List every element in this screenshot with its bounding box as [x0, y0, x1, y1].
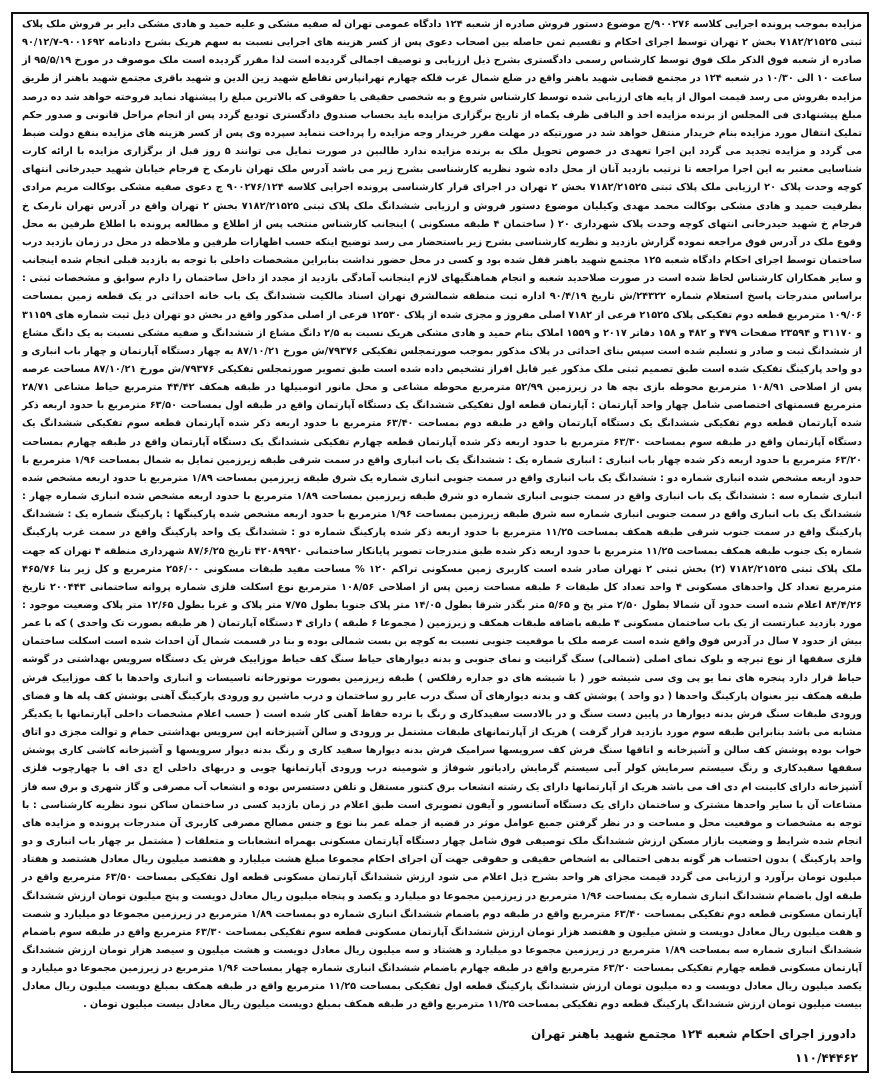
legal-notice-body: مزایده بموجب پرونده اجرایی کلاسه ۹۰۰۲۷۶/ج موضوع دستور فروش صادره از شعبه ۱۲۴ دادگاه عمومی تهران له صفیه مشکی و علیه حمید و هادی مشکی دایر بر فروش ملک پلاک ثبتی ۷۱۸۲/۲۱۵۲۵ بخش ۲ تهران توسط اجرای احکام و تقسیم ثمن حاصله بین اصحاب دعوی پس از کسر هزینه های اجرایی نسبت به سهم هریک بشرح دادنامه ۹۰۰۱۶۹۲-۹۰/۱۲/۷ صادره از شعبه فوق الذکر ملک فوق توسط کارشناس رسمی دادگستری بشرح ذیل ارزیابی و توصیف اجمالی گردیده است لذا مقرر گردیده است ملک موصوف در مورخ ۹۵/۵/۱۹ از ساعت ۱۰ الی ۱۰/۳۰ در شعبه ۱۲۴ در مجتمع قضایی شهید باهنر واقع در ضلع شمال غرب فلکه چهارم تهرانپارس تقاطع شهید زین الدین و شهید باقری مجتمع شهید باهنر از طریق مزایده بفروش می رسد قیمت اموال از پایه های ارزیابی شده توسط کارشناس شروع و به شخصی حقیقی یا حقوقی که بالاترین مبلغ را پیشنهاد نماید فروخته خواهد شد ده درصد مبلغ پیشنهادی فی المجلس از برنده مزایده اخذ و الباقی ظرف یکماه از تاریخ برگزاری مزایده باید بحساب صندوق دادگستری تودیع گردد پس از انجام مراحل قانونی و صدور حکم تملیک انتقال مورد مزایده بنام خریدار منتقل خواهد شد در صورتیکه در مهلت مقرر خریدار وجه مزایده را پرداخت ننماید سپرده وی پس از کسر هزینه های مزایده بنفع دولت ضبط می گردد و مزایده تجدید می گردد این اجرا تعهدی در خصوص تحویل ملک به برنده مزایده ندارد طالبین در صورت تمایل می توانند ۵ روز قبل از برگزاری مزایده با ارائه کارت شناسایی معتبر به این اجرا مراجعه تا ترتیب بازدید آنان از محل داده شود نظریه کارشناسی بشرح زیر می باشد آدرس ملک تهران نارمک خ فرجام خیابان شهید حیدرخانی انتهای کوچه وحدت پلاک ۲۰ ارزیابی ملک پلاک ثبتی ۷۱۸۲/۲۱۵۲۵ بخش ۲ تهران در اجرای قرار کارشناسی پرونده اجرایی کلاسه ۹۰۰۲۷۶/۱۲۴ ج دعوی صفیه مشکی بوکالت مریم مرادی بطرفیت حمید و هادی مشکی بوکالت محمد مهدی وکیلیان موضوع دستور فروش و ارزیابی ششدانگ ملک پلاک ثبتی ۷۱۸۲/۲۱۵۲۵ بخش ۲ تهران واقع در آدرس تهران نارمک خ فرجام خ شهید حیدرخانی انتهای کوچه وحدت پلاک شهرداری ۲۰ ( ساختمان ۴ طبقه مسکونی ) اینجانب کارشناس منتخب پس از اطلاع و مطالعه پرونده با اطلاع طرفین به محل وقوع ملک در آدرس فوق مراجعه نموده گزارش بازدید و نظریه کارشناسی بشرح زیر باستحضار می رسد توضیح اینکه حسب اظهارات طرفین و ملاحظه در محل در زمان بازدید درب ساختمان توسط اجرای احکام دادگاه شعبه ۱۲۵ مجتمع شهید باهنر قفل شده بود و کسی در محل حضور نداشت بنابراین مشخصات داخلی با توجه به بازدید قبلی انجام شده اینجانب و سایر همکاران کارشناس لحاظ شده است در صورت صلاحدید شعبه و انجام هماهنگیهای لازم اینجانب آمادگی بازدید از مجدد از داخل ساختمان را دارم سوابق و مشخصات ثبتی : براساس مندرجات پاسخ استعلام شماره ۲۴۳۲۲/ش تاریخ ۹۰/۴/۱۹ اداره ثبت منطقه شمالشرق تهران اسناد مالکیت ششدانگ یک باب خانه احداثی در یک قطعه زمین بمساحت ۱۰۹/۰۶ مترمربع قطعه دوم تفکیکی پلاک ۲۱۵۲۵ فرعی از ۷۱۸۲ اصلی مفروز و مجزی شده از پلاک ۱۲۵۳۰ فرعی از اصلی مذکور واقع در بخش دو تهران ذیل ثبت شماره های ۳۱۱۵۹ و ۳۱۱۷۰ و ۲۳۵۹۴ صفحات ۴۷۹ و ۴۸۲ و ۱۵۸ دفاتر ۲۰۱۷ و ۱۵۵۹ املاک بنام حمید و هادی مشکی هریک نسبت به ۲/۵ دانگ مشاع از ششدانگ و صفیه مشکی نسبت به یک دانگ مشاع از ششدانگ ثبت و صادر و تسلیم شده است سپس بنای احداثی در پلاک مذکور بموجب صورتمجلس تفکیکی ۷۹۳۷۶/ش مورخ ۸۷/۱۰/۲۱ به چهار دستگاه آپارتمان و چهار باب انباری و دو واحد پارکینگ تفکیک شده است طبق تصمیم ثبتی ملک مذکور غیر قابل افراز تشخیص داده شده است طبق تصویر صورتمجلس تفکیکی ۷۹۳۷۶/ش مورخ ۸۷/۱۰/۲۱ مساحت عرصه پس از اصلاحی ۱۰۸/۹۱ مترمربع محوطه بازی بچه ها در زیرزمین ۵۲/۹۹ مترمربع محوطه مشاعی و محل مانور اتومبیلها در طبقه همکف ۴۴/۴۲ مترمربع حیاط مشاعی ۲۸/۷۱ مترمربع قسمتهای اختصاصی شامل چهار واحد آپارتمان : آپارتمان قطعه اول تفکیکی ششدانگ یک دستگاه آپارتمان واقع در طبقه اول بمساحت ۶۳/۵۰ مترمربع با حدود اربعه ذکر شده آپارتمان قطعه دوم تفکیکی ششدانگ یک دستگاه آپارتمان واقع در طبقه دوم بمساحت ۶۳/۴۰ مترمربع با حدود اربعه ذکر شده آپارتمان قطعه سوم تفکیکی ششدانگ یک دستگاه آپارتمان واقع در طبقه سوم بمساحت ۶۳/۳۰ مترمربع با حدود اربعه ذکر شده آپارتمان قطعه چهارم تفکیکی ششدانگ یک دستگاه آپارتمان واقع در طبقه چهارم بمساحت ۶۳/۲۰ مترمربع با حدود اربعه ذکر شده چهار باب انباری : انباری شماره یک : ششدانگ یک باب انباری واقع در سمت شرقی طبقه زیرزمین تمایل به شمال بمساحت ۱/۹۶ مترمربع با حدود اربعه مشخص شده انباری شماره دو : ششدانگ یک باب انباری واقع در سمت جنوبی انباری شماره یک شرق طبقه زیرزمین بمساحت ۱/۸۹ مترمربع با حدود اربعه مشخص شده انباری شماره سه : ششدانگ یک باب انباری واقع در سمت جنوبی انباری شماره دو شرق طبقه زیرزمین بمساحت ۱/۸۹ مترمربع با حدود اربعه مشخص شده انباری شماره چهار : ششدانگ یک باب انباری واقع در سمت جنوبی انباری شماره سه شرق طبقه زیرزمین بمساحت ۱/۹۶ مترمربع با حدود اربعه مشخص شده پارکینگها : پارکینگ شماره یک : ششدانگ پارکینگ واقع در سمت جنوب شرقی طبقه همکف بمساحت ۱۱/۲۵ مترمربع با حدود اربعه ذکر شده پارکینگ شماره دو : ششدانگ یک واحد پارکینگ واقع در سمت غرب پارکینگ شماره یک جنوب طبقه همکف بمساحت ۱۱/۲۵ مترمربع با حدود اربعه ذکر شده طبق مندرجات تصویر پایانکار ساختمانی ۴۲۰۸۹۹۲۰ تاریخ ۸۷/۶/۲۵ شهرداری منطقه ۴ تهران که جهت ملک پلاک ثبتی ۷۱۸۲/۲۱۵۲۵ (۲) بخش ثبتی ۲ تهران صادر شده است کاربری زمین مسکونی تراکم ۱۲۰ % مساحت مفید طبقات مسکونی ۲۵۶/۰۰ مترمربع و کل زیر بنا ۴۶۵/۷۶ مترمربع تعداد کل واحدهای مسکونی ۴ واحد تعداد کل طبقات ۶ طبقه مساحت زمین پس از اصلاحی ۱۰۸/۵۶ مترمربع نوع اسکلت فلزی شماره پروانه ساختمانی ۲۰۰۴۴۳ تاریخ ۸۴/۴/۲۶ اعلام شده است حدود آن شمالا بطول ۲/۵۰ متر پخ و ۵/۶۵ متر بگذر شرقا بطول ۱۴/۰۵ متر پلاک جنوبا بطول ۷/۷۵ متر پلاک و غربا بطول ۱۲/۶۵ متر پلاک وضعیت موجود : مورد بازدید عبارتست از یک باب ساختمان مسکونی ۴ طبقه باضافه طبقات همکف و زیرزمین ( مجموعا ۶ طبقه ) دارای ۴ دستگاه آپارتمان ( هر طبقه بصورت تک واحدی ) که با عمر بیش از حدود ۷ سال در آدرس فوق واقع شده است عرصه ملک با موقعیت جنوبی نسبت به کوچه بن بست شمالی بوده و بنا در قسمت شمال آن احداث شده است اسکلت ساختمان فلزی سقفها از نوع تیرچه و بلوک نمای اصلی (شمالی) سنگ گرانیت و نمای جنوبی و بدنه دیوارهای حیاط سنگ کف حیاط موزاییک فرش یک دستگاه سرویس بهداشتی در گوشه حیاط قرار دارد پنجره های نما یو پی وی سی شیشه خور ( با شیشه های دو جداره رفلکس ) طبقه زیرزمین بصورت موتورخانه تاسیسات و انباری واحدها با کف موزاییک فرش طبقه همکف نیز بعنوان پارکینگ واحدها ( دو واحد ) پوشش کف و بدنه دیوارهای آن سنگ درب عابر رو ساختمان و درب ماشین رو ورودی پارکینگ آهنی پوشش کف پله ها و فضای ورودی طبقات سنگ فرش بدنه دیوارها در پایین دست سنگ و در بالادست سفیدکاری و رنگ با نرده حفاظ آهنی کار شده است ( حسب اعلام مشخصات داخلی آپارتمانها با یکدیگر مشابه می باشد بنابراین طبقه سوم مورد بازدید قرار گرفت ) هریک از آپارتمانهای طبقات مشتمل بر ورودی و سالن آشپزخانه اپن سرویس بهداشتی حمام و توالت مجزی دو اتاق خواب بوده پوشش کف سالن و آشپزخانه و اتاقها سنگ فرش کف سرویسها سرامیک فرش بدنه دیوارها سفید کاری و رنگ بدنه دیوار سرویسها و آشپزخانه کاشی کاری پوشش سقفها سفیدکاری و رنگ سیستم سرمایش کولر آبی سیستم گرمایش رادیاتور شوفاژ و شومینه درب ورودی آپارتمانها چوبی و دربهای داخلی اچ دی اف با چهارچوب فلزی آشپزخانه دارای کابینت ام دی اف می باشد هریک از آپارتمانها دارای یک رشته انشعاب برق کنتور مستقل و تلفن دستسرس بوده و انشعاب آب مصرفی و گاز شهری و برق سه فاز مشاعات آن با سایر واحدها مشترک و ساختمان دارای یک دستگاه آسانسور و آیفون تصویری است طبق اعلام در زمان بازدید کسی در ساختمان ساکن نبود نظریه کارشناسی : با توجه به مشخصات و موقعیت محل و مساحت و در نظر گرفتن جمیع عوامل موثر در قضیه از جمله عمر بنا نوع و جنس مصالح مصرفی کاربری آن مندرجات پرونده و مزایده های انجام شده شرایط و وضعیت بازار مسکن ارزش ششدانگ ملک توصیفی فوق شامل چهار دستگاه آپارتمان مسکونی بهمراه انشعابات و متعلقات ( مشتمل بر چهار باب انباری و دو واحد پارکینگ ) بدون احتساب هر گونه بدهی احتمالی به اشخاص حقیقی و حقوقی جهت آن اجرای احکام مجموعا مبلغ هشت میلیارد و هفتصد میلیون ریال معادل هشتصد و هفتاد میلیون تومان برآورد و ارزیابی می گردد قیمت مجزای هر واحد بشرح ذیل اعلام می شود ارزش ششدانگ آپارتمان مسکونی قطعه اول تفکیکی بمساحت ۶۳/۵۰ مترمربع واقع در طبقه اول باضمام ششدانگ انباری شماره یک بمساحت ۱/۹۶ مترمربع در زیرزمین مجموعا دو میلیارد و یکصد و پنجاه میلیون ریال معادل دویست و پنج میلیون تومان ارزش ششدانگ آپارتمان مسکونی قطعه دوم تفکیکی بمساحت ۶۳/۴۰ مترمربع واقع در طبقه دوم باضمام ششدانگ انباری شماره دو بمساحت ۱/۸۹ مترمربع در زیرزمین مجموعا دو میلیارد و شصت و هفت میلیون ریال معادل دویست و شش میلیون و هفتصد هزار تومان ارزش ششدانگ آپارتمان مسکونی قطعه سوم تفکیکی بمساحت ۶۳/۳۰ مترمربع واقع در طبقه سوم باضمام ششدانگ انباری شماره سه بمساحت ۱/۸۹ مترمربع در زیرزمین مجموعا دو میلیارد و هشتاد و سه میلیون ریال معادل دویست و هشت میلیون و سیصد هزار تومان ارزش ششدانگ آپارتمان مسکونی قطعه چهارم تفکیکی بمساحت ۶۳/۲۰ مترمربع واقع در طبقه چهارم باضمام ششدانگ انباری شماره چهار بمساحت ۱/۹۶ مترمربع در زیرزمین مجموعا دو میلیارد و یکصد میلیون ریال معادل دویست و ده میلیون تومان ارزش ششدانگ پارکینگ قطعه اول تفکیکی بمساحت ۱۱/۲۵ مترمربع واقع در طبقه همکف بمبلغ دویست میلیون ریال معادل بیست میلیون تومان ارزش ششدانگ پارکینگ قطعه دوم تفکیکی بمساحت ۱۱/۲۵ مترمربع واقع در طبقه همکف بمبلغ دویست میلیون ریال معادل بیست میلیون تومان .: [22, 19, 863, 1011]
notice-signature: دادورز اجرای احکام شعبه ۱۲۴ مجتمع شهید باهنر تهران: [531, 1027, 856, 1041]
notice-reference-number: ۱۱۰/۴۴۴۶۲: [795, 1051, 858, 1065]
